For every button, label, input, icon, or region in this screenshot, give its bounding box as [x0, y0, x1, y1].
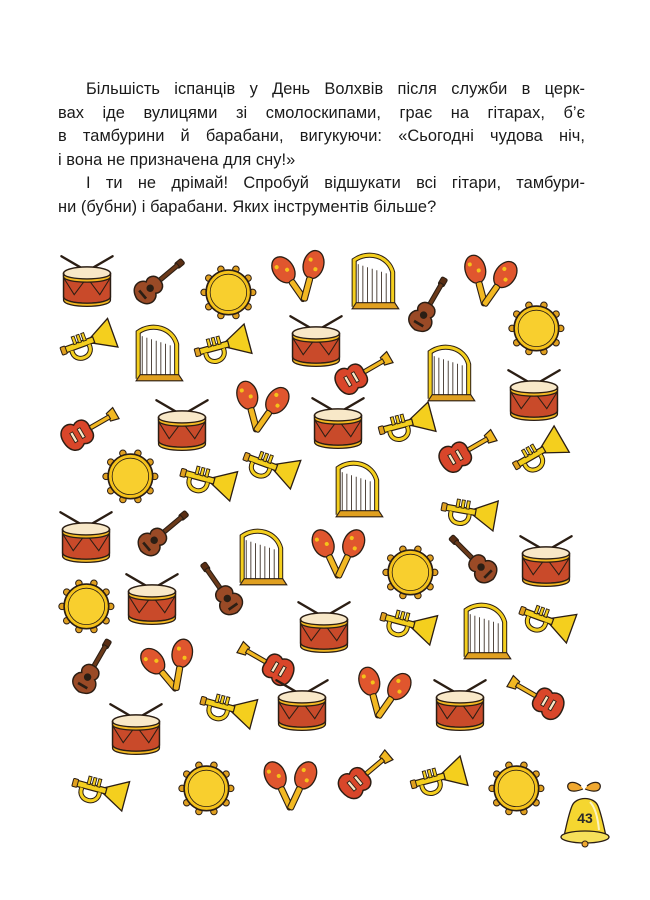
- tambourine-icon: [486, 758, 547, 819]
- drum-icon: [514, 532, 578, 596]
- trumpet-icon: [376, 600, 437, 661]
- drum-icon: [292, 598, 356, 662]
- electric-guitar-icon: [436, 418, 500, 482]
- trumpet-icon: [60, 318, 121, 379]
- page-number: 43: [577, 810, 593, 826]
- tambourine-icon: [198, 262, 259, 323]
- tambourine-icon: [176, 758, 237, 819]
- drum-icon: [55, 252, 119, 316]
- tambourine-icon: [100, 446, 161, 507]
- harp-icon: [126, 322, 187, 383]
- drum-icon: [104, 700, 168, 764]
- trumpet-icon: [68, 766, 129, 827]
- text-line: ни (бубни) і барабани. Яких інструментів більше?: [58, 197, 437, 216]
- harp-icon: [342, 250, 403, 311]
- trumpet-icon: [512, 428, 573, 489]
- drum-icon: [502, 366, 566, 430]
- maracas-icon: [138, 638, 199, 699]
- task-paragraph: [58, 172, 585, 219]
- trumpet-icon: [194, 322, 255, 383]
- text-line: Більшість іспанців у День Волхвів після служби в церк-: [86, 80, 585, 98]
- acoustic-guitar-icon: [398, 272, 462, 336]
- tambourine-icon: [56, 576, 117, 637]
- text-block: [58, 78, 585, 219]
- text-line: і вона не призначена для сну!»: [58, 150, 296, 169]
- trumpet-icon: [514, 596, 575, 657]
- acoustic-guitar-icon: [440, 526, 504, 590]
- drum-icon: [306, 394, 370, 458]
- drum-icon: [54, 508, 118, 572]
- acoustic-guitar-icon: [62, 634, 126, 698]
- trumpet-icon: [238, 442, 299, 503]
- text-line: вах іде вулицями зі смолоскипами, грає на гітарах, б’є: [58, 103, 585, 122]
- maracas-icon: [350, 664, 411, 725]
- maracas-icon: [306, 524, 367, 585]
- maracas-icon: [228, 378, 289, 439]
- electric-guitar-icon: [504, 664, 568, 728]
- drum-icon: [120, 570, 184, 634]
- maracas-icon: [258, 756, 319, 817]
- harp-icon: [454, 600, 515, 661]
- maracas-icon: [268, 248, 329, 309]
- drum-icon: [270, 676, 334, 740]
- trumpet-icon: [378, 400, 439, 461]
- acoustic-guitar-icon: [188, 556, 252, 620]
- acoustic-guitar-icon: [132, 500, 196, 564]
- tambourine-icon: [380, 542, 441, 603]
- intro-paragraph: [58, 78, 585, 172]
- acoustic-guitar-icon: [128, 248, 192, 312]
- harp-icon: [418, 342, 479, 403]
- harp-icon: [326, 458, 387, 519]
- text-line: в тамбурини й барабани, вигукуючи: «Сьогодні чудова ніч,: [58, 127, 585, 145]
- tambourine-icon: [506, 298, 567, 359]
- text-line: І ти не дрімай! Спробуй відшукати всі гітари, тамбури-: [86, 174, 585, 192]
- trumpet-icon: [196, 684, 257, 745]
- electric-guitar-icon: [334, 742, 398, 806]
- drum-icon: [428, 676, 492, 740]
- trumpet-icon: [410, 754, 471, 815]
- page-number-badge: [554, 778, 616, 848]
